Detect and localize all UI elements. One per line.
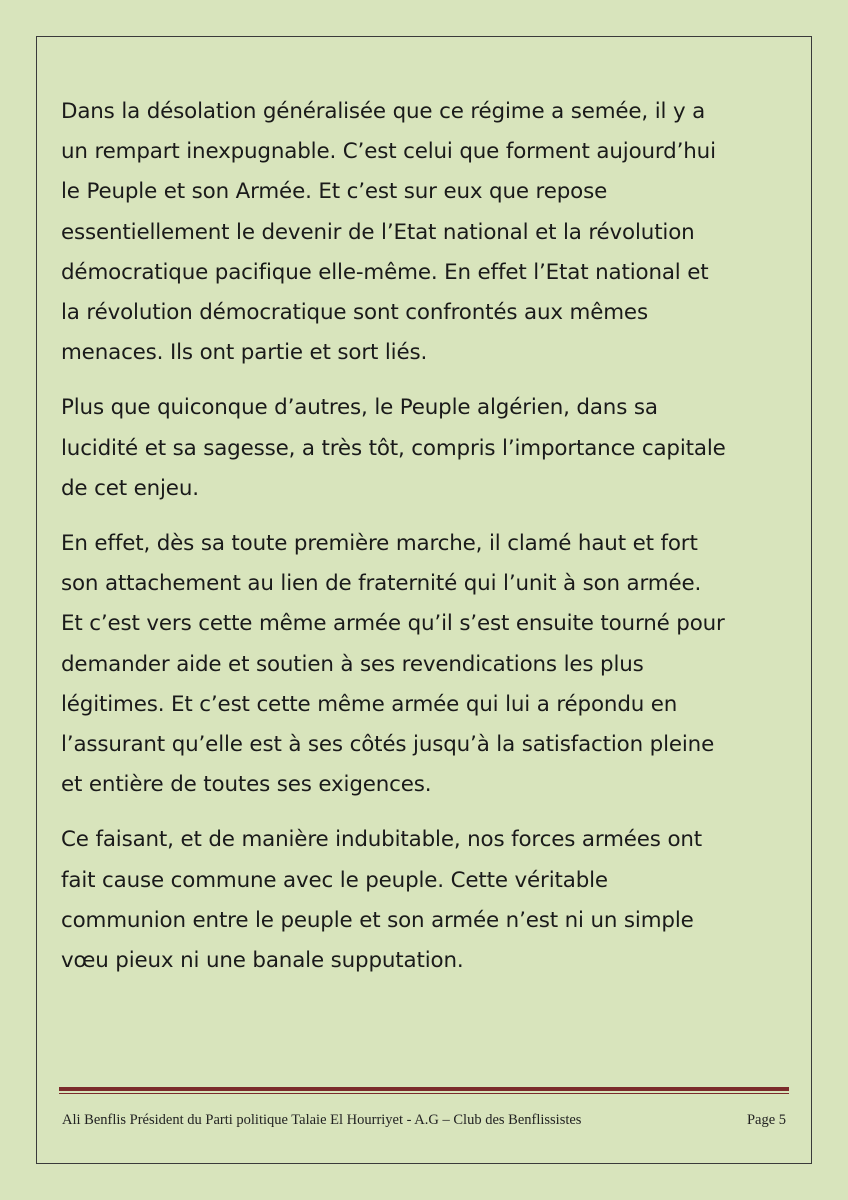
footer-divider-thin	[59, 1093, 789, 1094]
text-line: l’assurant qu’elle est à ses côtés jusqu’à la satisfaction pleine	[61, 732, 715, 758]
text-line: communion entre le peuple et son armée n’est ni un simple	[61, 907, 694, 933]
text-line: vœu pieux ni une banale supputation.	[61, 948, 464, 974]
text-line: de cet enjeu.	[61, 475, 199, 501]
text-line: demander aide et soutien à ses revendications les plus	[61, 651, 644, 677]
text-line: menaces. Ils ont partie et sort liés.	[61, 340, 428, 366]
text-line: légitimes. Et c’est cette même armée qui lui a répondu en	[61, 691, 678, 717]
page-number: Page 5	[746, 1112, 786, 1128]
paragraph-4	[61, 820, 796, 981]
footer-divider	[59, 1087, 789, 1091]
text-line: démocratique pacifique elle-même. En effet l’Etat national et	[61, 259, 709, 285]
text-line: lucidité et sa sagesse, a très tôt, compris l’importance capitale	[61, 435, 726, 461]
text-line: et entière de toutes ses exigences.	[61, 772, 432, 798]
text-line: essentiellement le devenir de l’Etat national et la révolution	[61, 219, 695, 245]
text-line: fait cause commune avec le peuple. Cette véritable	[61, 867, 608, 893]
document-body	[61, 92, 796, 996]
text-line: la révolution démocratique sont confrontés aux mêmes	[61, 300, 648, 326]
text-line: Dans la désolation généralisée que ce régime a semée, il y a	[61, 99, 706, 124]
paragraph-2	[61, 388, 796, 509]
text-line: Et c’est vers cette même armée qu’il s’est ensuite tourné pour	[61, 611, 725, 637]
text-line: Ce faisant, et de manière indubitable, nos forces armées ont	[61, 827, 703, 853]
text-line: son attachement au lien de fraternité qui l’unit à son armée.	[61, 571, 702, 597]
text-line: un rempart inexpugnable. C’est celui que forment aujourd’hui	[61, 139, 716, 165]
paragraph-1	[61, 92, 796, 373]
paragraph-3	[61, 524, 796, 805]
text-line: En effet, dès sa toute première marche, il clamé haut et fort	[61, 531, 698, 557]
footer-caption: Ali Benflis Président du Parti politique Talaie El Hourriyet - A.G – Club des Benflissistes	[62, 1112, 582, 1128]
text-line: Plus que quiconque d’autres, le Peuple algérien, dans sa	[61, 395, 658, 421]
text-line: le Peuple et son Armée. Et c’est sur eux que repose	[61, 179, 608, 205]
